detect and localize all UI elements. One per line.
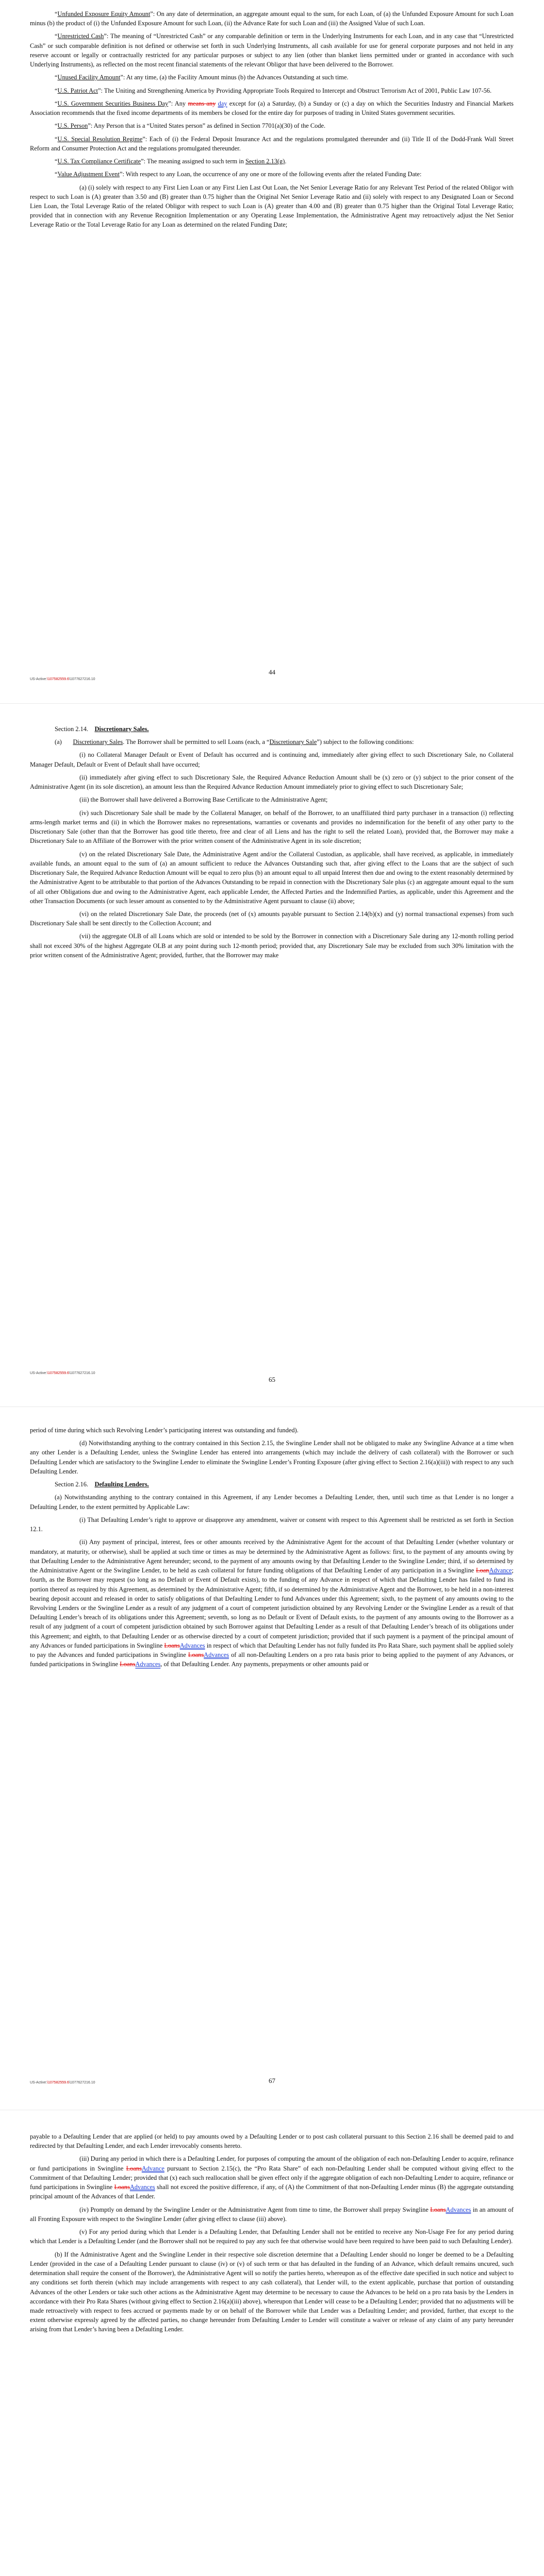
section-title: Section 2.14. Discretionary Sales. — [55, 725, 149, 733]
page-number: 44 — [269, 668, 275, 676]
clause-a: (a) Discretionary Sales. The Borrower shall be permitted to sell Loans (each, a “Discretionary Sale”) subject to the following conditions: — [55, 738, 414, 746]
section-link[interactable]: Section 2.13(g) — [245, 158, 285, 165]
clause-i: (i) no Collateral Manager Default or Event of Default has occurred and is continuing and, immediately after giving effect to such Discretionary Sale, no Collateral Manager Default, Default or Event of Default shall have occurred; — [30, 751, 514, 768]
definition-us-patriot-act: “U.S. Patriot Act”: The Uniting and Strengthening America by Providing Appropriate Tools Required to Intercept and Obstruct Terrorism Act of 2001, Public Law 107-56. — [55, 87, 492, 94]
definition-us-gov-securities-business-day: “U.S. Government Securities Business Day”: Any means any day except for (a) a Saturday, (b) a Sunday or (c) a day on which the Securities Industry and Financial Markets Association recommends that the fixed income departments of its members be closed for the entire day for purposes of trading in United States government securities. — [30, 99, 514, 117]
section-title: Section 2.16. Defaulting Lenders. — [55, 1481, 149, 1488]
page-68-body — [30, 2132, 514, 2338]
deleted-text: Loans — [120, 1660, 136, 1668]
continued-text: period of time during which such Revolving Lender’s participating interest was outstanding and funded). — [30, 1427, 299, 1434]
definition-unrestricted-cash: “Unrestricted Cash”: The meaning of “Unrestricted Cash” or any comparable definition or term in the Underlying Instruments for each Loan, and in any case that “Unrestricted Cash” or such comparable definition is not defined or otherwise set forth in such Underlying Instruments, all cash available for use for general corporate purposes and not held in any reserve account or legally or contractually restricted for any particular purposes or subject to any lien (other than blanket liens permitted under or granted in accordance with such Underlying Instruments), as reflected on the most recent financial statements of the relevant Obligor that have been delivered to the Borrower. — [30, 32, 514, 69]
definition-us-person: “U.S. Person”: Any Person that is a “United States person” as defined in Section 7701(a)(30) of the Code. — [55, 122, 326, 130]
deleted-text: Loans — [188, 1651, 204, 1659]
deleted-text: Loans — [430, 2206, 446, 2213]
clause-vii: (vii) the aggregate OLB of all Loans which are sold or intended to be sold by the Borrower in connection with a Discretionary Sale during any 12-month rolling period shall not exceed 30% of the highest Aggregate OLB at any point during such 12-month period; provided that, any Discretionary Sale may be excluded from such 30% limitation with the prior written consent of the Administrative Agent; provided, further, that the Borrower may make — [30, 933, 514, 959]
clause-d: (d) Notwithstanding anything to the contrary contained in this Section 2.15, the Swingline Lender shall not be obligated to make any Swingline Advance at a time when any other Lender is a Defaulting Lender, unless the Swingline Lender has entered into arrangements (which may include the delivery of cash collateral) with the Borrower or such Defaulting Lender which are satisfactory to the Swingline Lender to eliminate the Swingline Lender’s Fronting Exposure (after giving effect to Section 2.16(a)(iii)) with respect to any such Defaulting Lender. — [30, 1439, 514, 1475]
inserted-text: Advance — [489, 1567, 512, 1574]
document-id: US-Active:\107582559.6\1077627216.10 — [30, 2081, 95, 2084]
page-44 — [0, 0, 544, 703]
inserted-text: Advances — [179, 1641, 205, 1649]
inserted-text: Advances — [129, 2183, 155, 2191]
clause-a: (a) Notwithstanding anything to the contrary contained in this Agreement, if any Lender becomes a Defaulting Lender, then, until such time as that Lender is no longer a Defaulting Lender, to the extent permitted by Applicable Law: — [30, 1494, 514, 1511]
page-number: 67 — [269, 2077, 275, 2084]
clause-iv: (iv) such Discretionary Sale shall be made by the Collateral Manager, on behalf of the Borrower, to an unaffiliated third party purchaser in a transaction (i) reflecting arms-length market terms and (ii) in which the Borrower makes no representations, warranties or covenants and provides no indemnification for the benefit of any other party to the Discretionary Sale (other than that the Borrower has good title thereto, free and clear of all Liens and has the right to sell the related Loan), provided that, the Borrower may make a Discretionary Sale to an Affiliate of the Borrower with the prior written consent of the Administrative Agent in its sole discretion; — [30, 809, 514, 845]
page-67 — [0, 1407, 544, 2110]
inserted-text: day — [218, 99, 227, 107]
deleted-text: Loans — [126, 2164, 142, 2172]
deleted-text: Loan — [476, 1567, 489, 1574]
definition-unused-facility-amount: “Unused Facility Amount”: At any time, (a) the Facility Amount minus (b) the Advances Outstanding at such time. — [55, 74, 349, 81]
page-65 — [0, 704, 544, 1407]
definition-unfunded-exposure-equity-amount: “Unfunded Exposure Equity Amount”: On any date of determination, an aggregate amount equal to the sum, for each Loan, of (a) the Unfunded Exposure Amount for such Loan minus (b) the product of (i) the Unfunded Exposure Amount for such Loan, (ii) the Advance Rate for such Loan and (iii) the Assigned Value of such Loan. — [30, 10, 514, 27]
clause-ii: (ii) Any payment of principal, interest, fees or other amounts received by the Administrative Agent for the account of that Defaulting Lender (whether voluntary or mandatory, at maturity, or otherwise), shall be applied at such time or times as may be determined by the Administrative Agent as follows: first, to the payment of any amounts owing by that Defaulting Lender to the Administrative Agent hereunder; second, to the payment of any amounts owing by that Defaulting Lender to the Swingline Lender; third, if so determined by the Administrative Agent or the Swingline Lender, to be held as cash collateral for future funding obligations of that Defaulting Lender of any participation in a Swingline LoanAdvance; fourth, as the Borrower may request (so long as no Default or Event of Default exists), to the funding of any Advance in respect of which that Defaulting Lender has failed to fund its portion thereof as required by this Agreement, as determined by the Administrative Agent; fifth, if so determined by the Administrative Agent and the Borrower, to be held in a non-interest bearing deposit account and released in order to satisfy obligations of that Defaulting Lender to fund Advances under this Agreement; sixth, to the payment of any amounts owing to the Revolving Lenders or the Swingline Lender as a result of any judgment of a court of competent jurisdiction obtained by any Revolving Lender or the Swingline Lender as a result of that Defaulting Lender’s breach of its obligations under this Agreement; seventh, so long as no Default or Event of Default exists, to the payment of any amounts owing to the Borrower as a result of any judgment of a court of competent jurisdiction obtained by such Borrower against that Defaulting Lender as a result of that Defaulting Lender’s breach of its obligations under this Agreement; and eighth, to that Defaulting Lender or as otherwise directed by a court of competent jurisdiction; provided that if such payment is a payment of the principal amount of any Advances or funded participations in Swingline LoansAdvances in respect of which that Defaulting Lender has not fully funded its Pro Rata Share, such payment shall be applied solely to pay the Advances and funded participations in Swingline LoansAdvances of all non-Defaulting Lenders on a pro rata basis prior to being applied to the payment of any Advances, or funded participations in Swingline LoansAdvances, of that Defaulting Lender. Any payments, prepayments or other amounts paid or — [30, 1538, 514, 1668]
page-65-body — [30, 724, 514, 963]
clause-v: (v) on the related Discretionary Sale Date, the Administrative Agent and/or the Collateral Custodian, as applicable, shall have received, as applicable, in immediately available funds, an amount equal to the sum of (a) an amount sufficient to reduce the Advances Outstanding such that, after giving effect to the Loans that are the subject of such Discretionary Sale, the Required Advance Reduction Amount will be equal to zero plus (b) an amount equal to all unpaid Interest then due and owing to the extent reasonably determined by the Administrative Agent to be attributable to that portion of the Advances Outstanding to be repaid in connection with the Discretionary Sale plus (c) an aggregate amount equal to the sum of all other Obligations due and owing to the Administrative Agent, each applicable Lender, the Affected Parties and the Indemnified Parties, as applicable, under this Agreement and the other Transaction Documents (or such lesser amount as consented to by the Administrative Agent pursuant to clause (ii) above; — [30, 850, 514, 905]
clause-a: (a) (i) solely with respect to any First Lien Loan or any First Lien Last Out Loan, the Net Senior Leverage Ratio for any Relevant Test Period of the related Obligor with respect to such Loan is (A) greater than 3.50 and (B) greater than 0.75 higher than the Original Net Senior Leverage Ratio and (ii) solely with respect to any Designated Loan or Second Lien Loan, the Total Leverage Ratio of the related Obligor with respect to such Loan is (A) greater than 4.00 and (B) greater than 0.75 higher than the Original Total Leverage Ratio; provided that in connection with any Revenue Recognition Implementation or any Operating Lease Implementation, the Administrative Agent may retroactively adjust the Net Senior Leverage Ratio or the Total Leverage Ratio for any Loan as determined on the related Funding Date; — [30, 183, 514, 229]
continued-text: payable to a Defaulting Lender that are applied (or held) to pay amounts owed by a Defaulting Lender or to post cash collateral pursuant to this Section 2.16 shall be deemed paid to and redirected by that Defaulting Lender, and each Lender irrevocably consents hereto. — [30, 2133, 514, 2150]
inserted-text: Advance — [141, 2164, 164, 2172]
definition-value-adjustment-event: “Value Adjustment Event”: With respect to any Loan, the occurrence of any one or more of the following events after the related Funding Date: — [55, 171, 422, 178]
page-44-body — [30, 9, 514, 233]
document-id: US-Active:\107582559.6\1077627216.10 — [30, 677, 95, 681]
clause-ii: (ii) immediately after giving effect to such Discretionary Sale, the Required Advance Reduction Amount shall be (x) zero or (y) subject to the prior consent of the Administrative Agent (in its sole discretion), an amount less than the Required Advance Reduction Amount immediately prior to giving effect to such Discretionary Sale; — [30, 773, 514, 791]
page-number: 65 — [269, 1376, 275, 1383]
clause-vi: (vi) on the related Discretionary Sale Date, the proceeds (net of (x) amounts payable pursuant to Section 2.14(b)(x) and (y) normal transactional expenses) from such Discretionary Sale shall be sent directly to the Collection Account; and — [30, 910, 514, 927]
page-68 — [0, 2110, 544, 2576]
clause-iii: (iii) During any period in which there is a Defaulting Lender, for purposes of computing the amount of the obligation of each non-Defaulting Lender to acquire, refinance or fund participations in Swingline LoansAdvance pursuant to Section 2.15(c), the “Pro Rata Share” of each non-Defaulting Lender shall be computed without giving effect to the Commitment of that Defaulting Lender; provided that (x) each such reallocation shall be given effect only if the aggregate obligation of each non-Defaulting Lender to acquire, refinance or fund participations in Swingline LoansAdvances shall not exceed the positive difference, if any, of (A) the Commitment of that non-Defaulting Lender minus (B) the aggregate outstanding principal amount of the Advances of that Lender. — [30, 2155, 514, 2200]
inserted-text: Advances — [446, 2206, 471, 2213]
deleted-text: Loans — [114, 2183, 130, 2191]
page-67-body — [30, 1426, 514, 1673]
clause-v: (v) For any period during which that Lender is a Defaulting Lender, that Defaulting Lender shall not be entitled to receive any Non-Usage Fee for any period during which that Lender is a Defaulting Lender (and the Borrower shall not be required to pay any such fee that otherwise would have been required to have been paid to such Defaulting Lender). — [30, 2228, 514, 2245]
definition-us-special-resolution-regime: “U.S. Special Resolution Regime”: Each of (i) the Federal Deposit Insurance Act and the regulations promulgated thereunder and (ii) Title II of the Dodd-Frank Wall Street Reform and Consumer Protection Act and the regulations promulgated thereunder. — [30, 135, 514, 152]
deleted-text: Loans — [164, 1641, 180, 1649]
clause-iv: (iv) Promptly on demand by the Swingline Lender or the Administrative Agent from time to time, the Borrower shall prepay Swingline LoansAdvances in an amount of all Fronting Exposure with respect to the Swingline Lender (after giving effect to clause (iii) above). — [30, 2206, 514, 2223]
inserted-text: Advances — [135, 1660, 161, 1668]
clause-iii: (iii) the Borrower shall have delivered a Borrowing Base Certificate to the Administrative Agent; — [79, 796, 328, 804]
definition-us-tax-compliance-certificate: “U.S. Tax Compliance Certificate”: The meaning assigned to such term in Section 2.13(g). — [55, 158, 287, 165]
document-id: US-Active:\107582559.6\1077627216.10 — [30, 1371, 95, 1375]
inserted-text: Advances — [204, 1651, 229, 1659]
clause-i: (i) That Defaulting Lender’s right to approve or disapprove any amendment, waiver or consent with respect to this Agreement shall be restricted as set forth in Section 12.1. — [30, 1516, 514, 1533]
clause-b: (b) If the Administrative Agent and the Swingline Lender in their respective sole discretion determine that a Defaulting Lender should no longer be deemed to be a Defaulting Lender (provided in the case of a Defaulting Lender pursuant to clause (iv) or (v) of such term or that has defaulted in the funding of an Advance, which default remains uncured, such determination shall require the consent of the Borrower), the Administrative Agent will so notify the parties hereto, whereupon as of the effective date specified in such notice and subject to any conditions set forth therein (which may include arrangements with respect to any cash collateral), that Lender will, to the extent applicable, purchase that portion of outstanding Advances of the other Lenders or take such other actions as the Administrative Agent may determine to be necessary to cause the Advances to be held on a pro rata basis by the Lenders in accordance with their Pro Rata Shares (without giving effect to Section 2.16(a)(iii) above), whereupon that Lender will cease to be a Defaulting Lender; provided that no adjustments will be made retroactively with respect to fees accrued or payments made by or on behalf of the Borrower while that Lender was a Defaulting Lender; and provided, further, that except to the extent otherwise expressly agreed by the affected parties, no change hereunder from Defaulting Lender to Lender will constitute a waiver or release of any claim of any party hereunder arising from that Lender’s having been a Defaulting Lender. — [30, 2250, 514, 2333]
deleted-text: means any — [188, 99, 216, 107]
